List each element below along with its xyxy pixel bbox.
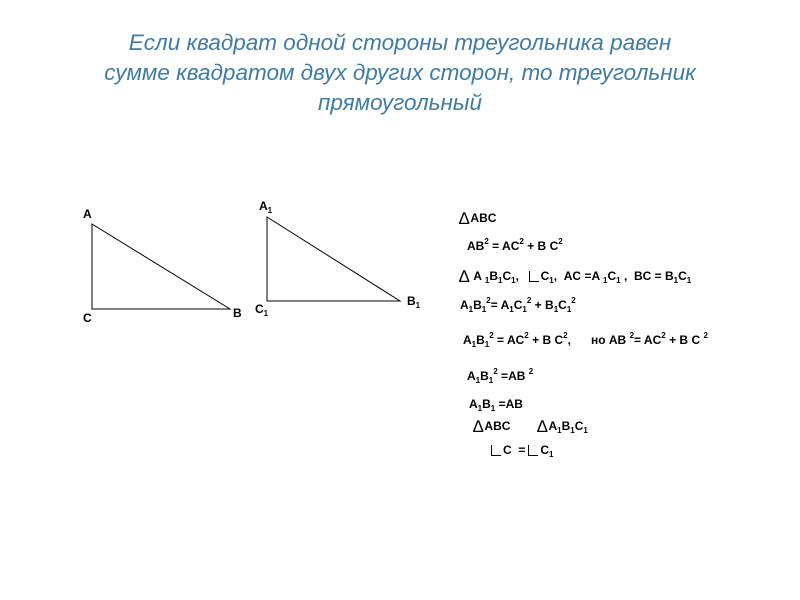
vertex-label-c1: $C_1$ (255, 302, 269, 318)
angle-icon (528, 445, 538, 456)
vertex-label-a1: $A_1$ (259, 199, 273, 215)
proof-line-9: $C = C_1$ (488, 442, 553, 458)
title-line-2: сумме квадратом двух других сторон, то треугольник (104, 60, 696, 85)
triangle-a1b1c1 (267, 217, 400, 301)
triangle-icon: ∆ (473, 417, 484, 436)
vertex-label-a: A (83, 207, 92, 221)
proof-line-4: $A_1B_1^2= A_1C_1^2 + B_1C_1^2$ (460, 296, 576, 314)
angle-icon (491, 445, 501, 456)
triangle-abc (92, 224, 230, 309)
triangle-icon: ∆ (459, 267, 470, 286)
proof-line-7: $A_1B_1 =AB$ (469, 397, 523, 413)
proof-line-1: ∆ABC (459, 209, 497, 228)
proof-line-2: $AB^2 = AC^2 + B$ $C^2$ (467, 237, 563, 253)
angle-icon (529, 271, 539, 282)
proof-line-6: $A_1B_1^2 =AB$ $^2$ (467, 367, 534, 385)
title-line-3: прямоугольный (318, 90, 482, 115)
vertex-label-b: B (233, 306, 242, 320)
proof-line-5: $A_1B_1^2 = AC^2 + B$ $C^2$, но AB $^2= AC^2 + B$ C $^2$ (463, 331, 708, 349)
triangle-icon: ∆ (537, 417, 548, 436)
vertex-label-b1: $B_1$ (407, 294, 421, 310)
proof-line-3: ∆ A $_1B_1C_1$, $C_1$, AC =A $_1C_1$ , BC = $B_1C_1$ (459, 267, 692, 286)
vertex-label-c: C (83, 311, 92, 325)
proof-line-8: ∆ABC $\Delta A_1B_1C_1$ (473, 417, 588, 436)
title-line-1: Если квадрат одной стороны треугольника равен (128, 30, 672, 55)
triangle-icon: ∆ (459, 209, 470, 228)
